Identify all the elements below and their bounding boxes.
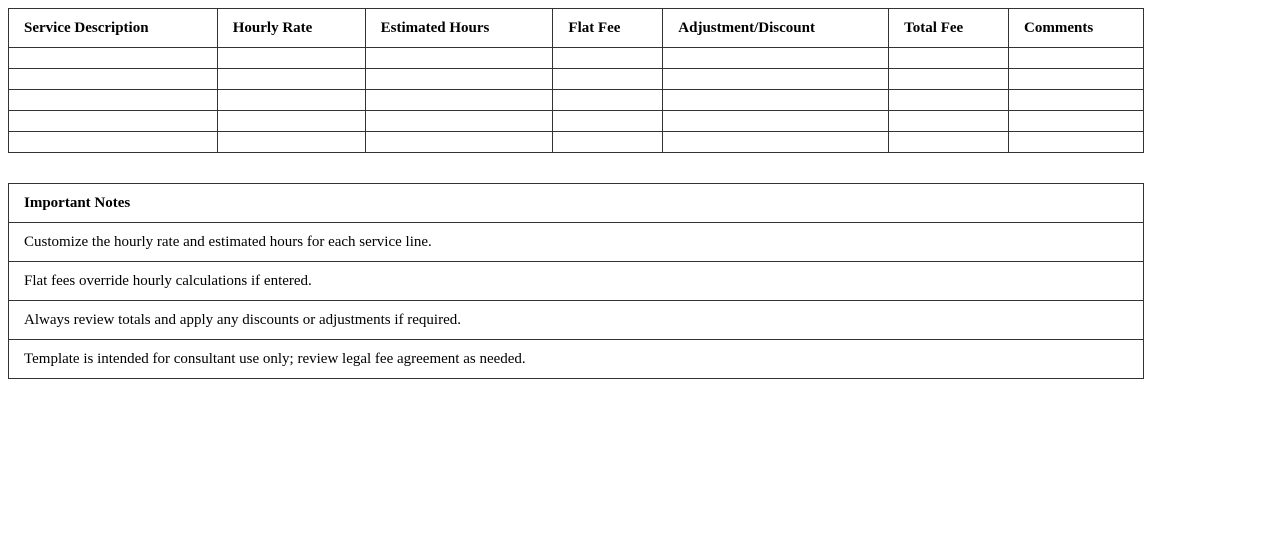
table-cell[interactable] [663, 111, 889, 132]
table-cell[interactable] [1009, 69, 1144, 90]
table-cell[interactable] [9, 90, 218, 111]
table-row [9, 111, 1144, 132]
table-cell[interactable] [889, 90, 1009, 111]
header-total-fee: Total Fee [889, 9, 1009, 48]
header-flat-fee: Flat Fee [553, 9, 663, 48]
table-cell[interactable] [553, 69, 663, 90]
table-cell[interactable] [217, 90, 365, 111]
table-cell[interactable] [217, 132, 365, 153]
notes-table [8, 183, 1144, 379]
table-cell[interactable] [9, 132, 218, 153]
table-cell[interactable] [663, 69, 889, 90]
header-service-description: Service Description [9, 9, 218, 48]
table-cell[interactable] [889, 48, 1009, 69]
header-adjustment-discount: Adjustment/Discount [663, 9, 889, 48]
table-row [9, 132, 1144, 153]
notes-title: Important Notes [9, 184, 1144, 223]
table-cell[interactable] [553, 111, 663, 132]
note-item: Flat fees override hourly calculations if entered. [9, 262, 1144, 301]
table-cell[interactable] [889, 69, 1009, 90]
fee-table [8, 8, 1144, 153]
table-cell[interactable] [365, 132, 553, 153]
header-row [9, 9, 1144, 48]
header-comments: Comments [1009, 9, 1144, 48]
note-item: Customize the hourly rate and estimated hours for each service line. [9, 223, 1144, 262]
table-cell[interactable] [1009, 90, 1144, 111]
table-cell[interactable] [1009, 48, 1144, 69]
table-cell[interactable] [9, 69, 218, 90]
header-hourly-rate: Hourly Rate [217, 9, 365, 48]
table-cell[interactable] [365, 90, 553, 111]
note-item: Always review totals and apply any discounts or adjustments if required. [9, 301, 1144, 340]
table-cell[interactable] [217, 111, 365, 132]
table-cell[interactable] [553, 90, 663, 111]
table-row [9, 90, 1144, 111]
table-cell[interactable] [889, 111, 1009, 132]
table-cell[interactable] [9, 48, 218, 69]
header-estimated-hours: Estimated Hours [365, 9, 553, 48]
table-cell[interactable] [217, 48, 365, 69]
table-cell[interactable] [553, 48, 663, 69]
note-item: Template is intended for consultant use only; review legal fee agreement as needed. [9, 340, 1144, 379]
table-cell[interactable] [365, 69, 553, 90]
table-cell[interactable] [365, 48, 553, 69]
table-cell[interactable] [365, 111, 553, 132]
table-cell[interactable] [553, 132, 663, 153]
table-cell[interactable] [663, 90, 889, 111]
table-cell[interactable] [9, 111, 218, 132]
table-cell[interactable] [889, 132, 1009, 153]
table-cell[interactable] [663, 48, 889, 69]
table-cell[interactable] [1009, 132, 1144, 153]
table-row [9, 69, 1144, 90]
table-cell[interactable] [1009, 111, 1144, 132]
table-cell[interactable] [663, 132, 889, 153]
table-cell[interactable] [217, 69, 365, 90]
table-row [9, 48, 1144, 69]
